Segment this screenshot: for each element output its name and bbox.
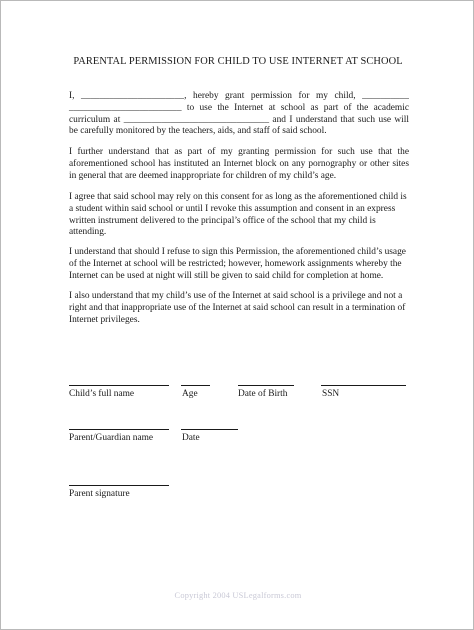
paragraph-grant-permission: I, ______________________, hereby grant permission for my child, __________ ________________________ to use the Internet at school as part of the academic curriculum at _______________________________ and I understand that such use will be carefully monitored by the teachers, aids, and staff of said school. [69,91,409,137]
childs-full-name-field[interactable] [69,385,169,386]
paragraph-privilege: I also understand that my child’s use of the Internet at said school is a privilege and not a right and that inappropriate use of the Internet at said school can result in a termination of Internet privileges. [69,291,406,325]
parent-guardian-name-label: Parent/Guardian name [69,433,154,443]
parent-guardian-name-field[interactable] [69,429,169,430]
paragraph-internet-block: I further understand that as part of my granting permission for such use that the aforementioned school has instituted an Internet block on any pornography or other sites in general that are deemed inappropriate for children of my child’s age. [69,147,409,181]
date-field[interactable] [181,429,238,430]
ssn-field[interactable] [321,385,406,386]
date-of-birth-label: Date of Birth [238,389,288,399]
parent-signature-field[interactable] [69,485,169,486]
ssn-label: SSN [322,389,340,399]
paragraph-consent-duration: I agree that said school may rely on this consent for as long as the aforementioned child is a student within said school or until I revoke this assumption and consent in an express written instrument delivered to the principal’s office of the school that my child is attending. [69,192,407,238]
date-of-birth-field[interactable] [238,385,294,386]
document-title: PARENTAL PERMISSION FOR CHILD TO USE INTERNET AT SCHOOL [73,56,403,67]
copyright-footer: Copyright 2004 USLegalforms.com [174,591,302,600]
paragraph-refusal: I understand that should I refuse to sign this Permission, the aforementioned child’s usage of the Internet at school will be restricted; however, homework assignments whereby the Internet can be used at night will still be given to said child for completion at home. [69,247,406,281]
age-label: Age [182,389,198,399]
parent-signature-label: Parent signature [69,489,130,499]
childs-full-name-label: Child’s full name [69,389,135,399]
date-label: Date [182,433,200,443]
age-field[interactable] [181,385,210,386]
